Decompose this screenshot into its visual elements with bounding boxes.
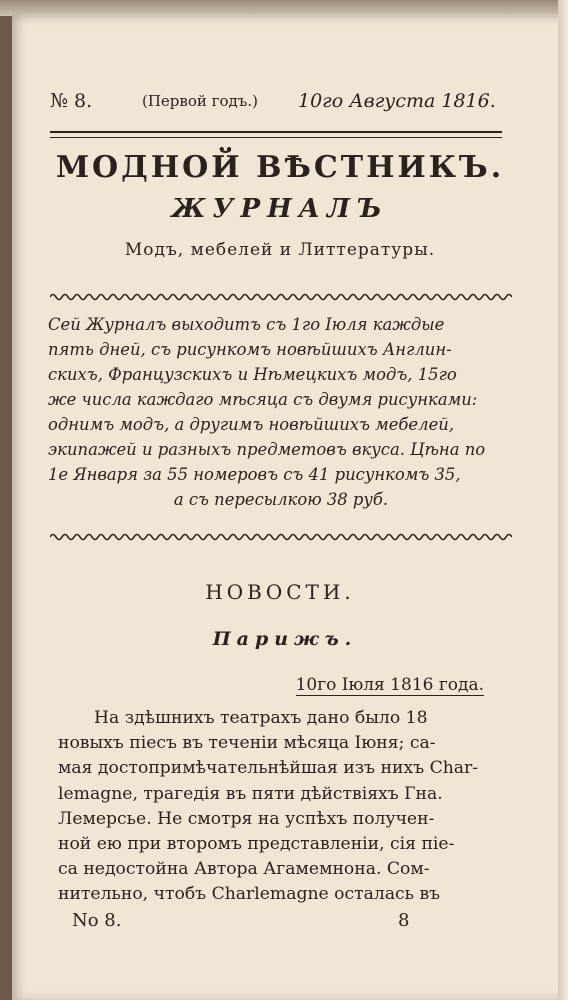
notice-line: экипажей и разныхъ предметовъ вкуса. Цѣна по (48, 440, 486, 459)
article-line: ной ею при второмъ представленiи, сiя пiе- (58, 834, 455, 855)
article-line: мая достопримѣчательнѣйшая изъ нихъ Char- (58, 758, 479, 779)
article-line: На здѣшнихъ театрахъ дано было 18 (94, 708, 428, 728)
notice-line: пять дней, съ рисункомъ новѣйшихъ Англин- (48, 340, 452, 359)
section-heading: НОВОСТИ. (205, 580, 355, 604)
signature-mark: No 8. (72, 910, 122, 931)
dispatch-city: Парижъ. (212, 628, 358, 650)
page-number: 8 (398, 910, 410, 931)
article-line: са недостойна Автора Агамемнона. Сом- (58, 859, 430, 880)
ornamental-rule-top (50, 292, 512, 302)
notice-line: а съ пересылкою 38 руб. (173, 490, 389, 509)
notice-line: скихъ, Французскихъ и Нѣмецкихъ модъ, 15го (48, 365, 457, 384)
journal-title: МОДНОЙ ВѢСТНИКЪ. (55, 150, 505, 185)
subscription-notice (48, 312, 514, 512)
dispatch-date: 10го Іюля 1816 года. (295, 675, 484, 695)
article-body (58, 706, 502, 908)
notice-line: однимъ модъ, а другимъ новѣйшихъ мебелей, (48, 415, 455, 434)
header-rule-thick (50, 131, 502, 133)
notice-line: Сей Журналъ выходитъ съ 1го Іюля каждые (48, 315, 445, 334)
ornamental-rule-bottom (50, 532, 512, 542)
article-line: новыхъ пiесъ въ теченiи мѣсяца Іюня; са- (58, 733, 436, 754)
header-rule-thin (50, 137, 502, 138)
issue-date: 10го Августа 1816. (298, 90, 496, 112)
notice-line: же числа каждаго мѣсяца съ двумя рисунками: (48, 390, 478, 409)
article-line: нительно, чтобъ Charlemagne осталась въ (58, 884, 441, 905)
year-note: (Первой годъ.) (142, 92, 258, 110)
journal-subtitle: ЖУРНАЛЪ (171, 194, 389, 224)
page-right-edge (558, 0, 568, 1000)
issue-number: № 8. (50, 90, 93, 112)
article-line: Лемерсье. Не смотря на успѣхъ получен- (58, 808, 435, 829)
notice-line: 1е Января за 55 номеровъ съ 41 рисункомъ 35, (48, 465, 461, 484)
journal-description: Модъ, мебелей и Литтературы. (124, 240, 436, 260)
article-line: lemagne, трагедiя въ пяти дѣйствiяхъ Гна. (58, 783, 443, 804)
